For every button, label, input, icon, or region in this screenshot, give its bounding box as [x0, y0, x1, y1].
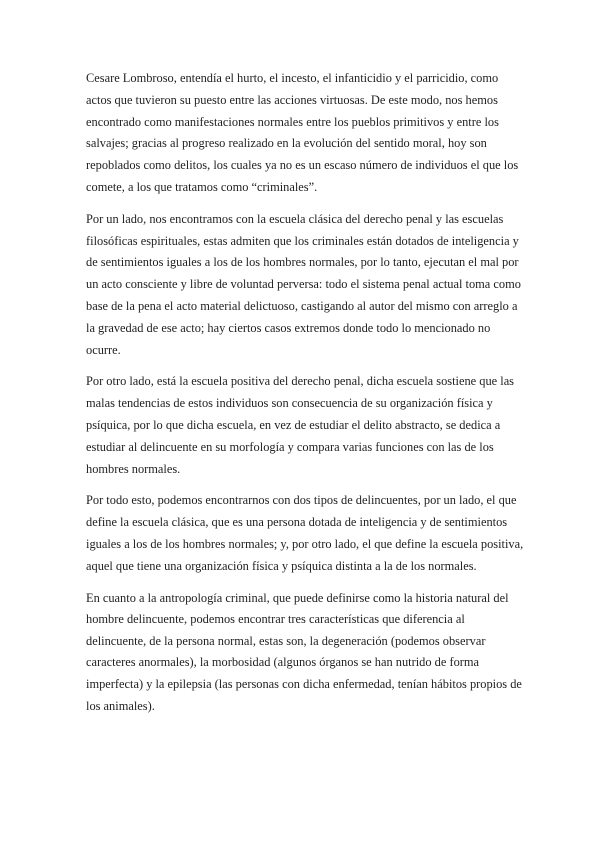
paragraph-escuela-clasica [86, 209, 521, 362]
text-line: Por todo esto, podemos encontrarnos con dos tipos de delincuentes, por un lado, el que [86, 493, 517, 508]
text-line: los animales). [86, 698, 155, 713]
text-line: aquel que tiene una organización física y psíquica distinta a la de los normales. [86, 558, 477, 573]
text-line: hombre delincuente, podemos encontrar tres características que diferencia al [86, 612, 465, 627]
text-line: En cuanto a la antropología criminal, que puede definirse como la historia natural del [86, 590, 509, 605]
text-line: psíquica, por lo que dicha escuela, en vez de estudiar el delito abstracto, se dedica a [86, 417, 501, 432]
text-line: define la escuela clásica, que es una persona dotada de inteligencia y de sentimientos [86, 515, 508, 530]
text-line: Por otro lado, está la escuela positiva del derecho penal, dicha escuela sostiene que las [86, 374, 515, 389]
text-line: hombres normales. [86, 461, 181, 476]
text-line: la gravedad de ese acto; hay ciertos casos extremos donde todo lo mencionado no [86, 320, 491, 335]
text-line: caracteres anormales), la morbosidad (algunos órganos se han nutrido de forma [86, 655, 480, 670]
paragraph-antropologia-criminal [86, 588, 522, 718]
paragraph-escuela-positiva [86, 371, 518, 480]
paragraph-tipos-delincuentes [86, 490, 524, 577]
text-line: un acto consciente y libre de voluntad perversa: todo el sistema penal actual toma como [86, 277, 521, 292]
text-line: repoblados como delitos, los cuales ya no es un escaso número de individuos el que los [86, 158, 519, 173]
text-line: de sentimientos iguales a los de los hombres normales, por lo tanto, ejecutan el mal por [86, 255, 519, 270]
text-line: salvajes; gracias al progreso realizado en la evolución del sentido moral, hoy son [86, 136, 487, 151]
document-body [86, 68, 524, 727]
text-line: base de la pena el acto material delictuoso, castigando al autor del mismo con arreglo a [86, 298, 518, 313]
text-line: encontrado como manifestaciones normales entre los pueblos primitivos y entre los [86, 114, 499, 129]
text-line: actos que tuvieron su puesto entre las acciones virtuosas. De este modo, nos hemos [86, 92, 498, 107]
text-line: Cesare Lombroso, entendía el hurto, el incesto, el infanticidio y el parricidio, como [86, 71, 499, 85]
text-line: malas tendencias de estos individuos son consecuencia de su organización física y [86, 396, 493, 411]
text-line: comete, a los que tratamos como “criminales”. [86, 179, 318, 194]
text-line: imperfecta) y la epilepsia (las personas con dicha enfermedad, tenían hábitos propios de [86, 676, 522, 691]
text-line: iguales a los de los hombres normales; y, por otro lado, el que define la escuela positiva, [86, 536, 524, 551]
text-line: filosóficas espirituales, estas admiten que los criminales están dotados de inteligencia y [86, 233, 519, 248]
text-line: delincuente, de la persona normal, estas son, la degeneración (podemos observar [86, 633, 486, 648]
paragraph-lombroso [86, 68, 518, 199]
text-line: ocurre. [86, 342, 121, 357]
text-line: Por un lado, nos encontramos con la escuela clásica del derecho penal y las escuelas [86, 211, 504, 226]
text-line: estudiar al delincuente en su morfología y compara varias funciones con las de los [86, 439, 494, 454]
